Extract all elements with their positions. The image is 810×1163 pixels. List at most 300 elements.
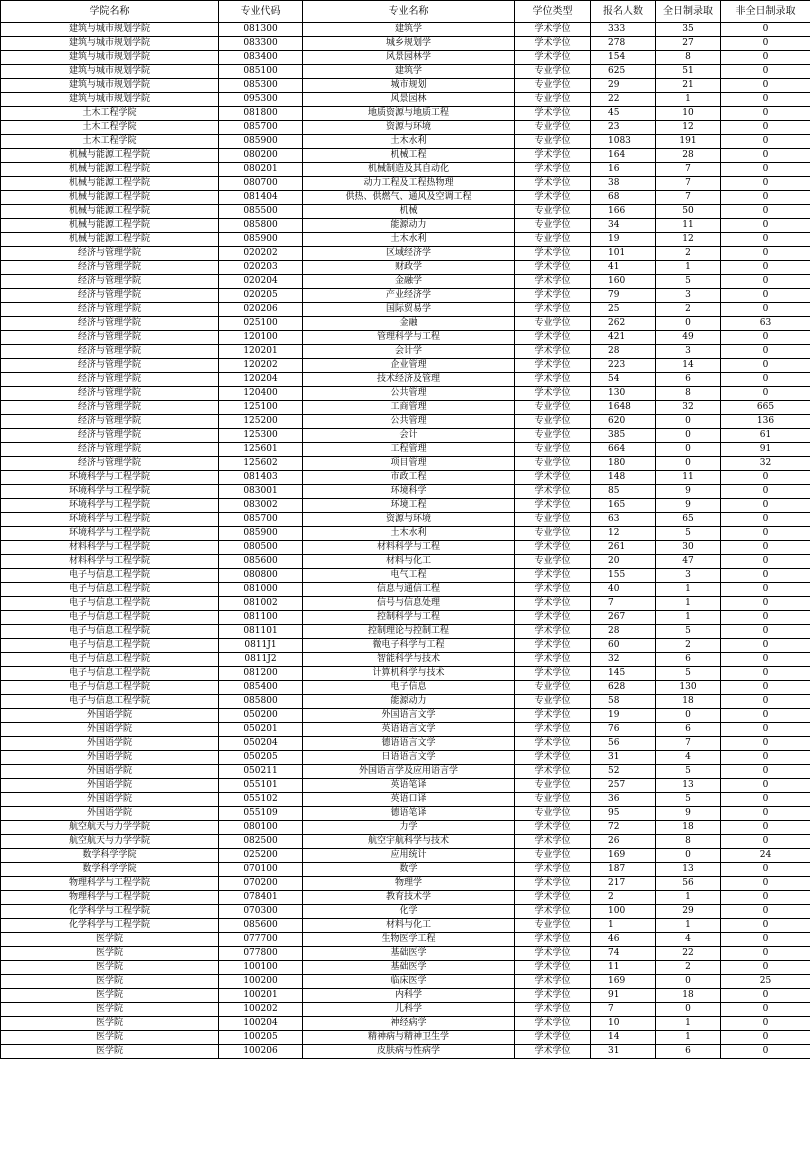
- fulltime-cell: 191: [656, 135, 721, 149]
- fulltime-cell: 5: [656, 667, 721, 681]
- applicants-cell: 165: [591, 499, 656, 513]
- parttime-cell: 0: [721, 331, 810, 345]
- applicants-cell: 257: [591, 779, 656, 793]
- applicants-cell: 169: [591, 849, 656, 863]
- school-cell: 建筑与城市规划学院: [1, 51, 219, 65]
- code-cell: 050211: [219, 765, 303, 779]
- table-row: [1, 93, 810, 107]
- major-cell: 航空宇航科学与技术: [303, 835, 515, 849]
- applicants-cell: 16: [591, 163, 656, 177]
- school-cell: 医学院: [1, 933, 219, 947]
- school-cell: 电子与信息工程学院: [1, 569, 219, 583]
- school-cell: 土木工程学院: [1, 135, 219, 149]
- parttime-cell: 24: [721, 849, 810, 863]
- parttime-cell: 0: [721, 583, 810, 597]
- parttime-cell: 0: [721, 485, 810, 499]
- school-cell: 材料科学与工程学院: [1, 555, 219, 569]
- fulltime-cell: 51: [656, 65, 721, 79]
- school-cell: 建筑与城市规划学院: [1, 37, 219, 51]
- major-cell: 德语语言文学: [303, 737, 515, 751]
- school-cell: 外国语学院: [1, 723, 219, 737]
- degree-type-cell: 学术学位: [515, 177, 591, 191]
- school-cell: 经济与管理学院: [1, 317, 219, 331]
- school-cell: 环境科学与工程学院: [1, 499, 219, 513]
- table-row: [1, 303, 810, 317]
- degree-type-cell: 学术学位: [515, 1017, 591, 1031]
- fulltime-cell: 0: [656, 429, 721, 443]
- school-cell: 外国语学院: [1, 793, 219, 807]
- parttime-cell: 0: [721, 261, 810, 275]
- degree-type-cell: 学术学位: [515, 751, 591, 765]
- table-row: [1, 555, 810, 569]
- table-row: [1, 695, 810, 709]
- parttime-cell: 0: [721, 989, 810, 1003]
- major-cell: 区域经济学: [303, 247, 515, 261]
- major-cell: 资源与环境: [303, 513, 515, 527]
- major-cell: 企业管理: [303, 359, 515, 373]
- school-cell: 电子与信息工程学院: [1, 597, 219, 611]
- applicants-cell: 32: [591, 653, 656, 667]
- fulltime-cell: 28: [656, 149, 721, 163]
- parttime-cell: 0: [721, 667, 810, 681]
- code-cell: 083002: [219, 499, 303, 513]
- parttime-cell: 0: [721, 835, 810, 849]
- parttime-cell: 0: [721, 625, 810, 639]
- header-major: 专业名称: [303, 1, 515, 23]
- major-cell: 微电子科学与工程: [303, 639, 515, 653]
- major-cell: 项目管理: [303, 457, 515, 471]
- fulltime-cell: 1: [656, 1031, 721, 1045]
- table-row: [1, 779, 810, 793]
- parttime-cell: 0: [721, 79, 810, 93]
- table-row: [1, 583, 810, 597]
- code-cell: 081000: [219, 583, 303, 597]
- table-row: [1, 51, 810, 65]
- degree-type-cell: 学术学位: [515, 1045, 591, 1059]
- fulltime-cell: 6: [656, 373, 721, 387]
- header-code: 专业代码: [219, 1, 303, 23]
- degree-type-cell: 专业学位: [515, 443, 591, 457]
- table-row: [1, 807, 810, 821]
- parttime-cell: 0: [721, 23, 810, 37]
- table-row: [1, 275, 810, 289]
- applicants-cell: 76: [591, 723, 656, 737]
- degree-type-cell: 学术学位: [515, 947, 591, 961]
- major-cell: 城乡规划学: [303, 37, 515, 51]
- table-row: [1, 107, 810, 121]
- table-row: [1, 401, 810, 415]
- table-row: [1, 611, 810, 625]
- fulltime-cell: 11: [656, 219, 721, 233]
- degree-type-cell: 学术学位: [515, 639, 591, 653]
- fulltime-cell: 5: [656, 793, 721, 807]
- applicants-cell: 12: [591, 527, 656, 541]
- applicants-cell: 262: [591, 317, 656, 331]
- parttime-cell: 0: [721, 779, 810, 793]
- parttime-cell: 0: [721, 387, 810, 401]
- code-cell: 081404: [219, 191, 303, 205]
- school-cell: 数学科学学院: [1, 863, 219, 877]
- code-cell: 080700: [219, 177, 303, 191]
- table-row: [1, 737, 810, 751]
- code-cell: 080200: [219, 149, 303, 163]
- parttime-cell: 0: [721, 275, 810, 289]
- code-cell: 081800: [219, 107, 303, 121]
- fulltime-cell: 9: [656, 485, 721, 499]
- major-cell: 资源与环境: [303, 121, 515, 135]
- fulltime-cell: 10: [656, 107, 721, 121]
- applicants-cell: 63: [591, 513, 656, 527]
- applicants-cell: 421: [591, 331, 656, 345]
- table-row: [1, 793, 810, 807]
- school-cell: 化学科学与工程学院: [1, 905, 219, 919]
- parttime-cell: 0: [721, 709, 810, 723]
- table-row: [1, 65, 810, 79]
- code-cell: 055102: [219, 793, 303, 807]
- degree-type-cell: 学术学位: [515, 261, 591, 275]
- school-cell: 经济与管理学院: [1, 359, 219, 373]
- code-cell: 085400: [219, 681, 303, 695]
- degree-type-cell: 学术学位: [515, 723, 591, 737]
- major-cell: 材料与化工: [303, 919, 515, 933]
- code-cell: 025200: [219, 849, 303, 863]
- table-row: [1, 961, 810, 975]
- parttime-cell: 32: [721, 457, 810, 471]
- code-cell: 077800: [219, 947, 303, 961]
- degree-type-cell: 专业学位: [515, 233, 591, 247]
- applicants-cell: 130: [591, 387, 656, 401]
- table-row: [1, 1017, 810, 1031]
- code-cell: 100206: [219, 1045, 303, 1059]
- table-row: [1, 135, 810, 149]
- degree-type-cell: 学术学位: [515, 485, 591, 499]
- school-cell: 航空航天与力学学院: [1, 835, 219, 849]
- parttime-cell: 0: [721, 513, 810, 527]
- fulltime-cell: 8: [656, 51, 721, 65]
- table-row: [1, 541, 810, 555]
- applicants-cell: 79: [591, 289, 656, 303]
- major-cell: 基础医学: [303, 961, 515, 975]
- parttime-cell: 0: [721, 737, 810, 751]
- major-cell: 精神病与精神卫生学: [303, 1031, 515, 1045]
- applicants-cell: 664: [591, 443, 656, 457]
- code-cell: 085900: [219, 527, 303, 541]
- school-cell: 经济与管理学院: [1, 387, 219, 401]
- applicants-cell: 223: [591, 359, 656, 373]
- table-row: [1, 751, 810, 765]
- parttime-cell: 0: [721, 569, 810, 583]
- fulltime-cell: 27: [656, 37, 721, 51]
- table-row: [1, 37, 810, 51]
- degree-type-cell: 学术学位: [515, 1031, 591, 1045]
- fulltime-cell: 0: [656, 849, 721, 863]
- parttime-cell: 0: [721, 359, 810, 373]
- degree-type-cell: 学术学位: [515, 597, 591, 611]
- degree-type-cell: 学术学位: [515, 247, 591, 261]
- degree-type-cell: 学术学位: [515, 653, 591, 667]
- fulltime-cell: 2: [656, 303, 721, 317]
- parttime-cell: 0: [721, 205, 810, 219]
- degree-type-cell: 学术学位: [515, 933, 591, 947]
- header-school: 学院名称: [1, 1, 219, 23]
- school-cell: 机械与能源工程学院: [1, 177, 219, 191]
- table-row: [1, 891, 810, 905]
- applicants-cell: 169: [591, 975, 656, 989]
- school-cell: 建筑与城市规划学院: [1, 65, 219, 79]
- table-row: [1, 975, 810, 989]
- table-row: [1, 849, 810, 863]
- applicants-cell: 14: [591, 1031, 656, 1045]
- code-cell: 070100: [219, 863, 303, 877]
- fulltime-cell: 22: [656, 947, 721, 961]
- parttime-cell: 0: [721, 765, 810, 779]
- parttime-cell: 0: [721, 681, 810, 695]
- table-row: [1, 527, 810, 541]
- applicants-cell: 620: [591, 415, 656, 429]
- table-row: [1, 331, 810, 345]
- table-row: [1, 1003, 810, 1017]
- major-cell: 建筑学: [303, 23, 515, 37]
- parttime-cell: 665: [721, 401, 810, 415]
- parttime-cell: 0: [721, 345, 810, 359]
- parttime-cell: 0: [721, 653, 810, 667]
- applicants-cell: 1083: [591, 135, 656, 149]
- table-row: [1, 471, 810, 485]
- school-cell: 电子与信息工程学院: [1, 667, 219, 681]
- school-cell: 土木工程学院: [1, 107, 219, 121]
- degree-type-cell: 学术学位: [515, 975, 591, 989]
- code-cell: 125602: [219, 457, 303, 471]
- school-cell: 环境科学与工程学院: [1, 485, 219, 499]
- table-body: [1, 23, 810, 1059]
- major-cell: 德语笔译: [303, 807, 515, 821]
- parttime-cell: 0: [721, 807, 810, 821]
- table-row: [1, 667, 810, 681]
- school-cell: 医学院: [1, 989, 219, 1003]
- school-cell: 电子与信息工程学院: [1, 625, 219, 639]
- fulltime-cell: 1: [656, 261, 721, 275]
- applicants-cell: 628: [591, 681, 656, 695]
- fulltime-cell: 49: [656, 331, 721, 345]
- code-cell: 120202: [219, 359, 303, 373]
- fulltime-cell: 6: [656, 653, 721, 667]
- major-cell: 能源动力: [303, 219, 515, 233]
- parttime-cell: 0: [721, 499, 810, 513]
- parttime-cell: 0: [721, 289, 810, 303]
- parttime-cell: 136: [721, 415, 810, 429]
- major-cell: 市政工程: [303, 471, 515, 485]
- school-cell: 机械与能源工程学院: [1, 205, 219, 219]
- major-cell: 公共管理: [303, 415, 515, 429]
- fulltime-cell: 2: [656, 247, 721, 261]
- fulltime-cell: 1: [656, 891, 721, 905]
- parttime-cell: 0: [721, 919, 810, 933]
- table-row: [1, 863, 810, 877]
- degree-type-cell: 专业学位: [515, 779, 591, 793]
- major-cell: 工商管理: [303, 401, 515, 415]
- school-cell: 机械与能源工程学院: [1, 191, 219, 205]
- fulltime-cell: 14: [656, 359, 721, 373]
- school-cell: 经济与管理学院: [1, 247, 219, 261]
- major-cell: 控制理论与控制工程: [303, 625, 515, 639]
- code-cell: 050205: [219, 751, 303, 765]
- applicants-cell: 7: [591, 1003, 656, 1017]
- parttime-cell: 0: [721, 863, 810, 877]
- parttime-cell: 0: [721, 751, 810, 765]
- applicants-cell: 261: [591, 541, 656, 555]
- fulltime-cell: 0: [656, 709, 721, 723]
- major-cell: 物理学: [303, 877, 515, 891]
- table-row: [1, 723, 810, 737]
- fulltime-cell: 0: [656, 1003, 721, 1017]
- code-cell: 020206: [219, 303, 303, 317]
- fulltime-cell: 1: [656, 597, 721, 611]
- applicants-cell: 101: [591, 247, 656, 261]
- major-cell: 儿科学: [303, 1003, 515, 1017]
- table-row: [1, 1031, 810, 1045]
- parttime-cell: 0: [721, 177, 810, 191]
- school-cell: 建筑与城市规划学院: [1, 79, 219, 93]
- code-cell: 085800: [219, 695, 303, 709]
- parttime-cell: 0: [721, 555, 810, 569]
- fulltime-cell: 1: [656, 583, 721, 597]
- table-row: [1, 821, 810, 835]
- code-cell: 083400: [219, 51, 303, 65]
- degree-type-cell: 专业学位: [515, 317, 591, 331]
- applicants-cell: 36: [591, 793, 656, 807]
- major-cell: 国际贸易学: [303, 303, 515, 317]
- degree-type-cell: 学术学位: [515, 331, 591, 345]
- applicants-cell: 25: [591, 303, 656, 317]
- degree-type-cell: 专业学位: [515, 65, 591, 79]
- degree-type-cell: 学术学位: [515, 961, 591, 975]
- degree-type-cell: 专业学位: [515, 849, 591, 863]
- major-cell: 城市规划: [303, 79, 515, 93]
- table-row: [1, 177, 810, 191]
- parttime-cell: 0: [721, 135, 810, 149]
- code-cell: 085700: [219, 121, 303, 135]
- parttime-cell: 0: [721, 107, 810, 121]
- degree-type-cell: 学术学位: [515, 373, 591, 387]
- parttime-cell: 0: [721, 247, 810, 261]
- school-cell: 电子与信息工程学院: [1, 611, 219, 625]
- degree-type-cell: 学术学位: [515, 23, 591, 37]
- applicants-cell: 28: [591, 625, 656, 639]
- major-cell: 能源动力: [303, 695, 515, 709]
- fulltime-cell: 29: [656, 905, 721, 919]
- applicants-cell: 31: [591, 1045, 656, 1059]
- degree-type-cell: 学术学位: [515, 821, 591, 835]
- parttime-cell: 0: [721, 597, 810, 611]
- parttime-cell: 0: [721, 877, 810, 891]
- school-cell: 经济与管理学院: [1, 429, 219, 443]
- school-cell: 经济与管理学院: [1, 275, 219, 289]
- parttime-cell: 0: [721, 149, 810, 163]
- fulltime-cell: 1: [656, 919, 721, 933]
- major-cell: 内科学: [303, 989, 515, 1003]
- major-cell: 会计: [303, 429, 515, 443]
- parttime-cell: 0: [721, 1017, 810, 1031]
- parttime-cell: 0: [721, 93, 810, 107]
- code-cell: 125300: [219, 429, 303, 443]
- degree-type-cell: 学术学位: [515, 191, 591, 205]
- fulltime-cell: 4: [656, 751, 721, 765]
- fulltime-cell: 21: [656, 79, 721, 93]
- fulltime-cell: 32: [656, 401, 721, 415]
- applicants-cell: 1648: [591, 401, 656, 415]
- parttime-cell: 0: [721, 905, 810, 919]
- major-cell: 建筑学: [303, 65, 515, 79]
- fulltime-cell: 3: [656, 289, 721, 303]
- applicants-cell: 217: [591, 877, 656, 891]
- fulltime-cell: 47: [656, 555, 721, 569]
- school-cell: 环境科学与工程学院: [1, 527, 219, 541]
- parttime-cell: 0: [721, 233, 810, 247]
- fulltime-cell: 8: [656, 835, 721, 849]
- applicants-cell: 19: [591, 709, 656, 723]
- fulltime-cell: 0: [656, 975, 721, 989]
- code-cell: 100200: [219, 975, 303, 989]
- school-cell: 数学科学学院: [1, 849, 219, 863]
- degree-type-cell: 学术学位: [515, 471, 591, 485]
- code-cell: 120400: [219, 387, 303, 401]
- fulltime-cell: 4: [656, 933, 721, 947]
- table-row: [1, 121, 810, 135]
- table-row: [1, 443, 810, 457]
- code-cell: 020204: [219, 275, 303, 289]
- applicants-cell: 91: [591, 989, 656, 1003]
- code-cell: 083300: [219, 37, 303, 51]
- fulltime-cell: 56: [656, 877, 721, 891]
- parttime-cell: 25: [721, 975, 810, 989]
- school-cell: 化学科学与工程学院: [1, 919, 219, 933]
- degree-type-cell: 学术学位: [515, 359, 591, 373]
- school-cell: 电子与信息工程学院: [1, 695, 219, 709]
- school-cell: 医学院: [1, 947, 219, 961]
- code-cell: 085800: [219, 219, 303, 233]
- parttime-cell: 0: [721, 723, 810, 737]
- degree-type-cell: 学术学位: [515, 387, 591, 401]
- fulltime-cell: 7: [656, 163, 721, 177]
- degree-type-cell: 学术学位: [515, 541, 591, 555]
- code-cell: 085600: [219, 555, 303, 569]
- table-row: [1, 835, 810, 849]
- applicants-cell: 95: [591, 807, 656, 821]
- major-cell: 土木水利: [303, 233, 515, 247]
- major-cell: 风景园林学: [303, 51, 515, 65]
- code-cell: 080800: [219, 569, 303, 583]
- parttime-cell: 0: [721, 1045, 810, 1059]
- fulltime-cell: 5: [656, 275, 721, 289]
- fulltime-cell: 6: [656, 1045, 721, 1059]
- applicants-cell: 72: [591, 821, 656, 835]
- fulltime-cell: 5: [656, 527, 721, 541]
- parttime-cell: 0: [721, 611, 810, 625]
- degree-type-cell: 专业学位: [515, 429, 591, 443]
- code-cell: 0811J1: [219, 639, 303, 653]
- table-row: [1, 205, 810, 219]
- applicants-cell: 40: [591, 583, 656, 597]
- fulltime-cell: 9: [656, 499, 721, 513]
- code-cell: 070300: [219, 905, 303, 919]
- school-cell: 电子与信息工程学院: [1, 583, 219, 597]
- applicants-cell: 333: [591, 23, 656, 37]
- degree-type-cell: 学术学位: [515, 989, 591, 1003]
- fulltime-cell: 0: [656, 457, 721, 471]
- school-cell: 机械与能源工程学院: [1, 219, 219, 233]
- parttime-cell: 0: [721, 793, 810, 807]
- degree-type-cell: 学术学位: [515, 905, 591, 919]
